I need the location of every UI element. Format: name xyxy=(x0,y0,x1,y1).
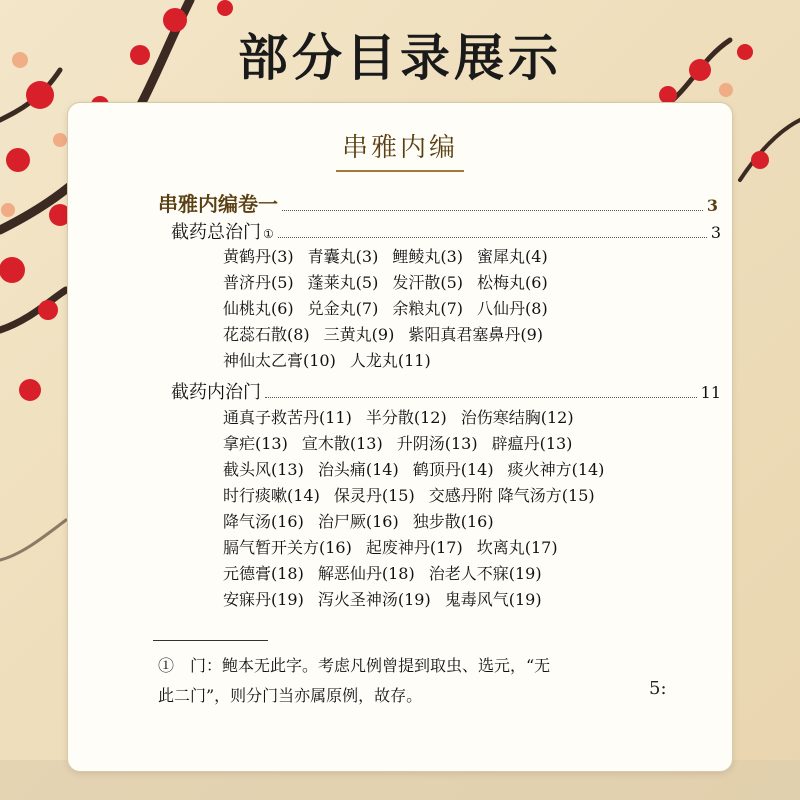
entry-line: 拿疟(13) 宣木散(13) 升阴汤(13) 辟瘟丹(13) xyxy=(223,434,573,453)
category-heading: 截药内治门 11 xyxy=(171,382,721,403)
entry-line: 黄鹤丹(3) 青囊丸(3) 鲤鲮丸(3) 蜜犀丸(4) xyxy=(223,247,548,266)
book-page-card xyxy=(68,103,732,771)
entry-line: 仙桃丸(6) 兑金丸(7) 余粮丸(7) 八仙丹(8) xyxy=(223,299,548,318)
leader-dots xyxy=(278,237,707,238)
entry-line: 膈气暂开关方(16) 起废神丹(17) 坎离丸(17) xyxy=(223,538,558,557)
entry-line: 时行痰嗽(14) 保灵丹(15) 交感丹附 降气汤方(15) xyxy=(223,486,595,505)
page-number: 5: xyxy=(649,678,667,699)
volume-heading: 串雅内编卷一 3 xyxy=(158,192,718,216)
entry-line: 神仙太乙膏(10) 人龙丸(11) xyxy=(223,351,431,370)
footnote-marker: ① xyxy=(263,227,274,241)
entry-line: 安寐丹(19) 泻火圣神汤(19) 鬼毒风气(19) xyxy=(223,590,542,609)
entry-line: 普济丹(5) 蓬莱丸(5) 发汗散(5) 松梅丸(6) xyxy=(223,273,548,292)
entry-line: 通真子救苦丹(11) 半分散(12) 治伤寒结胸(12) xyxy=(223,408,574,427)
footnote-line: ① 门：鲍本无此字。考虑凡例曾提到取虫、选元，“无 xyxy=(158,656,551,675)
entry-line: 降气汤(16) 治尸厥(16) 独步散(16) xyxy=(223,512,494,531)
leader-dots xyxy=(282,210,703,211)
leader-dots xyxy=(265,397,697,398)
category-heading: 截药总治门 ① 3 xyxy=(171,222,721,243)
footnote-rule xyxy=(153,640,268,641)
entry-line: 花蕊石散(8) 三黄丸(9) 紫阳真君塞鼻丹(9) xyxy=(223,325,544,344)
entry-line: 截头风(13) 治头痛(14) 鹤顶丹(14) 痰火神方(14) xyxy=(223,460,605,479)
entry-line: 元德膏(18) 解恶仙丹(18) 治老人不寐(19) xyxy=(223,564,542,583)
banner-title: 部分目录展示 xyxy=(238,29,562,87)
footnote-line: 此二门”，则分门当亦属原例，故存。 xyxy=(158,686,423,705)
section-title: 串雅内编 xyxy=(68,127,732,172)
